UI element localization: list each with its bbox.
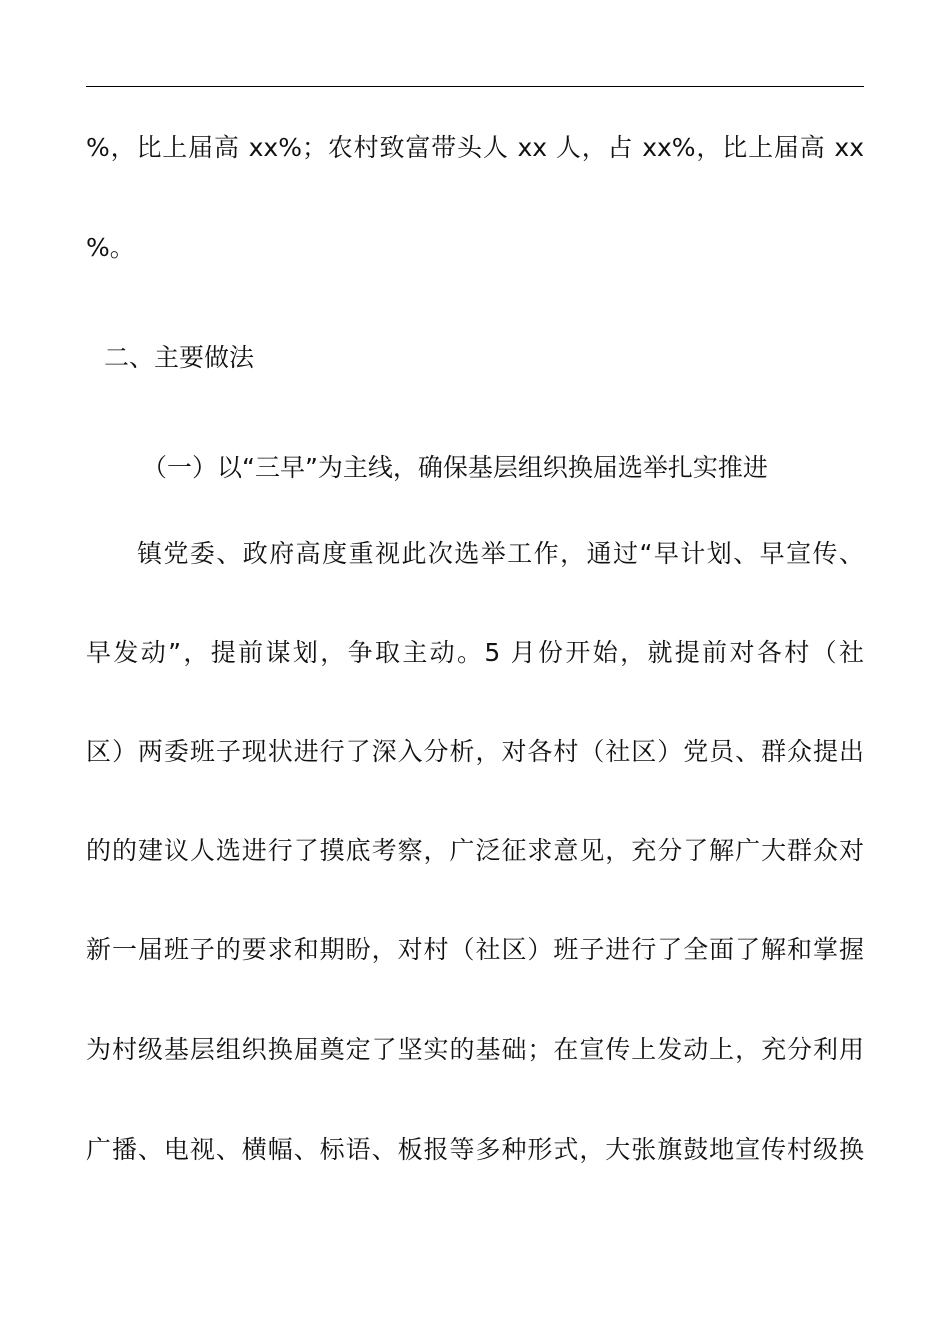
section-heading: 二、主要做法 <box>104 343 255 372</box>
body-line-2: %。 <box>86 233 135 262</box>
paragraph-line-3: 区）两委班子现状进行了深入分析，对各村（社区）党员、群众提出 <box>86 737 864 766</box>
paragraph-line-1: 镇党委、政府高度重视此次选举工作，通过“早计划、早宣传、 <box>137 539 864 568</box>
paragraph-line-6: 为村级基层组织换届奠定了坚实的基础；在宣传上发动上，充分利用 <box>86 1035 864 1064</box>
header-rule <box>86 86 864 87</box>
body-line-1: %，比上届高 xx%；农村致富带头人 xx 人，占 xx%，比上届高 xx <box>86 133 864 162</box>
paragraph-line-7: 广播、电视、横幅、标语、板报等多种形式，大张旗鼓地宣传村级换 <box>86 1135 864 1164</box>
subsection-heading: （一）以“三早”为主线，确保基层组织换届选举扎实推进 <box>142 453 768 482</box>
paragraph-line-2: 早发动”，提前谋划，争取主动。5 月份开始，就提前对各村（社 <box>86 638 864 667</box>
paragraph-line-4: 的的建议人选进行了摸底考察，广泛征求意见，充分了解广大群众对 <box>86 836 864 865</box>
paragraph-line-5: 新一届班子的要求和期盼，对村（社区）班子进行了全面了解和掌握 <box>86 935 864 964</box>
